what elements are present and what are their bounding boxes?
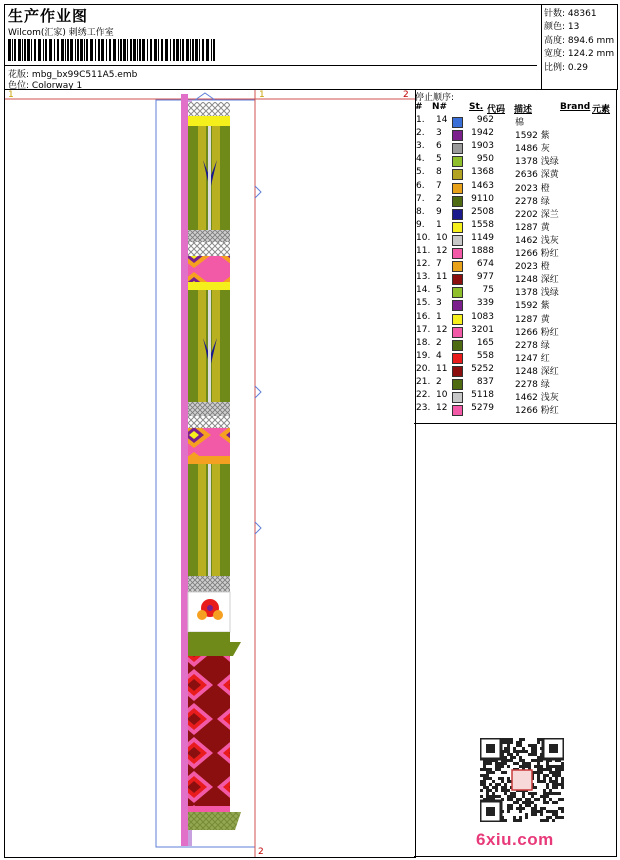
page-title: 生产作业图 <box>8 7 89 25</box>
row-description: 1378 浅绿 <box>515 157 559 168</box>
row-description: 2202 深兰 <box>515 209 559 220</box>
row-needle: 4 <box>436 350 442 361</box>
row-number: 1. <box>416 115 425 125</box>
row-number: 9. <box>416 219 425 230</box>
row-needle: 10 <box>436 390 448 401</box>
color-swatch <box>452 130 463 141</box>
row-description: 1462 浅灰 <box>515 393 559 404</box>
row-stitches: 1942 <box>471 128 494 139</box>
row-needle: 2 <box>436 337 442 348</box>
header-divider <box>5 65 537 66</box>
row-description: 2023 橙 <box>515 262 550 273</box>
color-swatch <box>452 379 463 390</box>
row-number: 19. <box>416 350 431 361</box>
row-stitches: 1888 <box>471 246 494 256</box>
table-row <box>415 128 615 141</box>
embroidery-drawing <box>5 90 415 857</box>
ruler-label-bottom: 2 <box>258 847 264 857</box>
table-row <box>415 154 615 167</box>
row-description: 棉 <box>515 118 525 128</box>
row-number: 22. <box>416 390 431 401</box>
ruler-label-mid: 1 <box>259 90 265 100</box>
color-swatch <box>452 222 463 233</box>
row-needle: 3 <box>436 298 442 309</box>
row-stitches: 837 <box>476 377 494 387</box>
row-number: 7. <box>416 193 425 204</box>
row-description: 1248 深红 <box>515 275 559 286</box>
barcode <box>8 39 218 61</box>
color-swatch <box>452 287 463 298</box>
studio-name: Wilcom(汇家) 刺绣工作室 <box>8 28 114 38</box>
table-row <box>415 246 615 259</box>
row-stitches: 2508 <box>471 206 494 217</box>
watermark-logo: 6xiu.com <box>476 830 554 849</box>
row-needle: 5 <box>436 154 442 165</box>
row-stitches: 558 <box>476 350 494 361</box>
row-number: 16. <box>416 311 431 322</box>
header-left <box>5 5 537 89</box>
row-description: 1247 红 <box>515 353 550 364</box>
row-needle: 9 <box>436 206 442 217</box>
color-swatch <box>452 261 463 272</box>
row-description: 2278 绿 <box>515 196 550 207</box>
row-stitches: 1083 <box>471 311 494 322</box>
row-description: 1462 浅灰 <box>515 235 559 246</box>
row-needle: 12 <box>436 403 448 414</box>
table-row <box>415 272 615 285</box>
row-description: 1592 紫 <box>515 301 550 312</box>
row-stitches: 962 <box>476 115 494 125</box>
row-needle: 6 <box>436 141 442 152</box>
row-stitches: 674 <box>476 259 494 270</box>
col-hash: # <box>415 102 423 112</box>
stop-sequence-panel <box>414 89 617 424</box>
row-stitches: 5118 <box>471 390 494 401</box>
table-row <box>415 377 615 390</box>
row-number: 20. <box>416 363 431 374</box>
col-description: 描述 <box>514 105 533 115</box>
row-description: 1248 深红 <box>515 366 559 377</box>
row-description: 1592 紫 <box>515 131 550 142</box>
color-swatch <box>452 340 463 351</box>
row-description: 1287 黄 <box>515 314 550 325</box>
color-swatch <box>452 366 463 377</box>
row-needle: 2 <box>436 377 442 387</box>
row-description: 2278 绿 <box>515 340 550 351</box>
col-element: 元素 <box>592 105 611 115</box>
table-row <box>415 312 615 325</box>
table-row <box>415 403 615 416</box>
row-description: 1287 黄 <box>515 222 550 233</box>
col-stitches: St. <box>469 102 484 112</box>
table-row <box>415 364 615 377</box>
row-number: 21. <box>416 377 431 387</box>
table-row <box>415 325 615 338</box>
lower-right-panel <box>414 422 617 857</box>
ruler-label-left: 1 <box>8 90 14 100</box>
row-stitches: 950 <box>476 154 494 165</box>
row-needle: 7 <box>436 259 442 270</box>
color-swatch <box>452 143 463 154</box>
color-swatch <box>452 405 463 416</box>
color-swatch <box>452 327 463 338</box>
color-swatch <box>452 392 463 403</box>
color-swatch <box>452 314 463 325</box>
stat-stitches: 针数: 48361 <box>544 9 597 19</box>
row-number: 4. <box>416 154 425 165</box>
table-row <box>415 233 615 246</box>
colorway-value: Colorway 1 <box>31 81 83 91</box>
row-needle: 5 <box>436 285 442 296</box>
color-swatch <box>452 248 463 259</box>
stat-colors: 颜色: 13 <box>544 22 580 32</box>
table-row <box>415 338 615 351</box>
row-needle: 10 <box>436 232 448 243</box>
row-description: 1378 浅绿 <box>515 288 559 299</box>
design-label: 花版: <box>8 70 30 80</box>
row-number: 12. <box>416 259 431 270</box>
row-number: 5. <box>416 167 425 178</box>
row-stitches: 3201 <box>471 324 494 335</box>
row-number: 3. <box>416 141 425 152</box>
row-stitches: 1368 <box>471 167 494 178</box>
design-preview <box>4 89 416 858</box>
color-swatch <box>452 183 463 194</box>
stat-width: 宽度: 124.2 mm <box>544 49 615 59</box>
colorway-label: 色位: <box>8 81 30 91</box>
row-number: 6. <box>416 180 425 191</box>
color-swatch <box>452 196 463 207</box>
color-swatch <box>452 300 463 311</box>
table-row <box>415 181 615 194</box>
col-code: 代码 <box>487 105 506 115</box>
row-description: 1266 粉红 <box>515 406 559 417</box>
table-row <box>415 259 615 272</box>
row-stitches: 75 <box>482 285 494 296</box>
header <box>4 4 618 90</box>
table-row <box>415 298 615 311</box>
row-description: 2023 橙 <box>515 183 550 194</box>
table-row <box>415 351 615 364</box>
color-swatch <box>452 274 463 285</box>
table-row <box>415 220 615 233</box>
row-description: 2636 深黄 <box>515 170 559 181</box>
row-number: 13. <box>416 272 431 283</box>
row-needle: 11 <box>436 363 448 374</box>
col-needle: N# <box>432 102 448 112</box>
ruler-label-right: 2 <box>403 90 409 100</box>
row-stitches: 5279 <box>471 403 494 414</box>
row-description: 1266 粉红 <box>515 249 559 259</box>
row-stitches: 9110 <box>471 193 494 204</box>
row-needle: 2 <box>436 193 442 204</box>
row-stitches: 5252 <box>471 363 494 374</box>
row-needle: 12 <box>436 246 448 256</box>
row-stitches: 1463 <box>471 180 494 191</box>
stop-sequence-rows <box>414 115 616 421</box>
color-swatch <box>452 353 463 364</box>
col-brand: Brand <box>560 102 591 112</box>
color-swatch <box>452 117 463 128</box>
row-needle: 12 <box>436 324 448 335</box>
row-stitches: 977 <box>476 272 494 283</box>
color-swatch <box>452 209 463 220</box>
qr-code-icon <box>480 738 564 822</box>
design-name: mbg_bx99C511A5.emb <box>31 70 138 80</box>
row-needle: 14 <box>436 115 448 125</box>
color-swatch <box>452 156 463 167</box>
color-swatch <box>452 235 463 246</box>
row-needle: 11 <box>436 272 448 283</box>
row-number: 8. <box>416 206 425 217</box>
stat-scale: 比例: 0.29 <box>544 63 588 73</box>
table-row <box>415 141 615 154</box>
table-row <box>415 115 615 128</box>
row-number: 17. <box>416 324 431 335</box>
table-row <box>415 207 615 220</box>
color-swatch <box>452 169 463 180</box>
stat-height: 高度: 894.6 mm <box>544 36 615 46</box>
row-stitches: 339 <box>476 298 494 309</box>
table-row <box>415 285 615 298</box>
row-stitches: 1558 <box>471 219 494 230</box>
row-needle: 7 <box>436 180 442 191</box>
row-number: 23. <box>416 403 431 414</box>
stats-panel <box>541 5 618 89</box>
stop-sequence-title: 停止顺序: <box>415 93 455 103</box>
row-number: 2. <box>416 128 425 139</box>
row-description: 1266 粉红 <box>515 327 559 338</box>
table-row <box>415 167 615 180</box>
row-number: 18. <box>416 337 431 348</box>
row-number: 15. <box>416 298 431 309</box>
table-row <box>415 194 615 207</box>
row-description: 1486 灰 <box>515 144 550 155</box>
row-needle: 1 <box>436 311 442 322</box>
row-needle: 3 <box>436 128 442 139</box>
table-row <box>415 390 615 403</box>
row-needle: 1 <box>436 219 442 230</box>
row-stitches: 1149 <box>471 232 494 243</box>
row-number: 11. <box>416 246 431 256</box>
row-needle: 8 <box>436 167 442 178</box>
row-number: 10. <box>416 232 431 243</box>
row-stitches: 165 <box>476 337 494 348</box>
row-description: 2278 绿 <box>515 380 550 390</box>
row-stitches: 1903 <box>471 141 494 152</box>
row-number: 14. <box>416 285 431 296</box>
